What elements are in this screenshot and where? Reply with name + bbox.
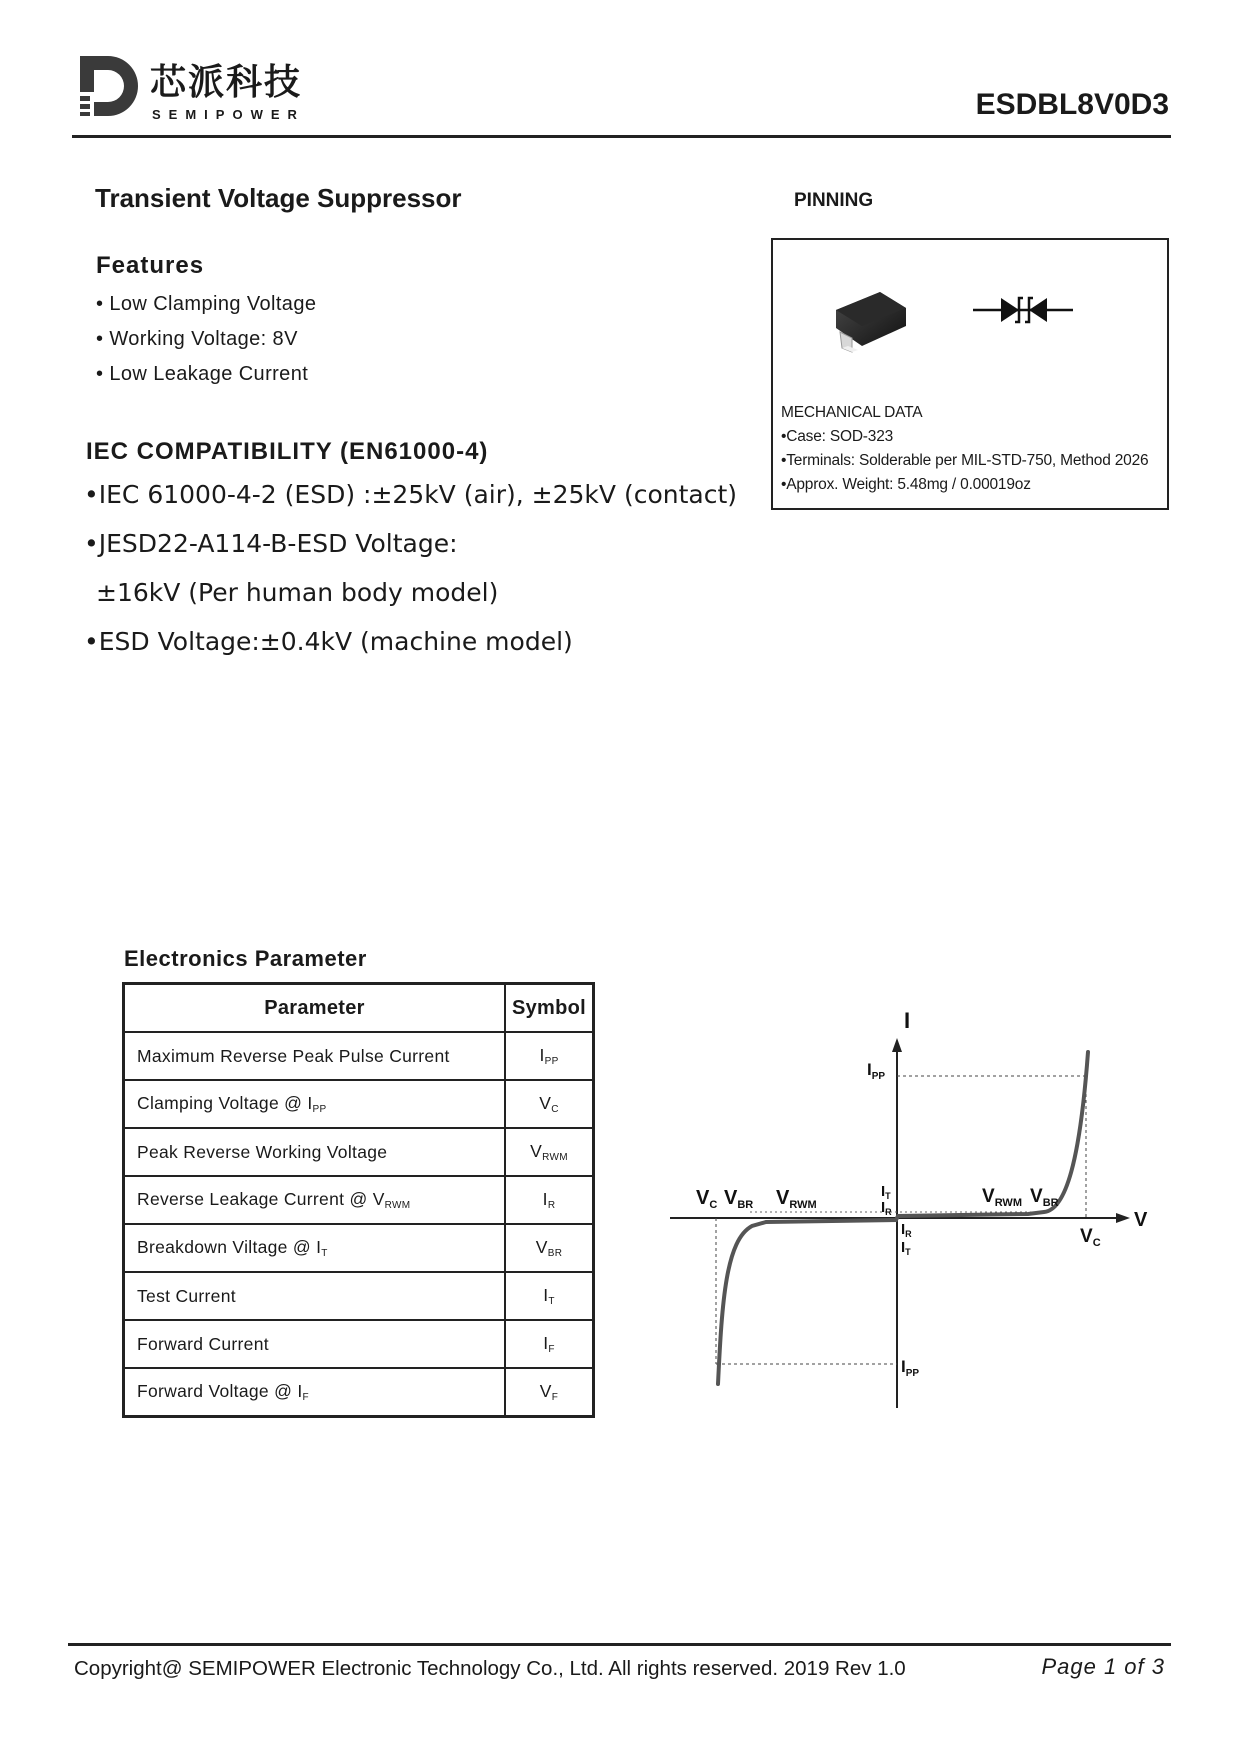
brand-name-english: SEMIPOWER [152,107,305,122]
brand-name-chinese: 芯派科技 [150,61,303,102]
mechanical-data-heading: MECHANICAL DATA [781,404,923,421]
iec-line: •JESD22-A114-B-ESD Voltage: [84,529,458,558]
feature-item: • Low Clamping Voltage [96,293,317,315]
v-axis-arrow-icon [1116,1213,1130,1223]
ipp-negative-label: $I_{PP}$ [901,1357,920,1379]
bidirectional-tvs-diode-symbol-icon [973,292,1073,328]
features-heading: Features [96,252,205,279]
pinning-box [771,238,1169,510]
sod323-package-icon [828,282,910,358]
i-axis-label: I [904,1008,911,1033]
table-row [124,1368,594,1417]
semipower-logo-icon [72,52,140,120]
it-negative-label: $I_T$ [901,1239,911,1257]
iec-compatibility-heading: IEC COMPATIBILITY (EN61000-4) [86,438,489,465]
table-row [124,1032,594,1080]
i-axis-arrow-icon [892,1038,902,1052]
parameter-name: Forward Current [124,1320,506,1368]
table-row [124,1128,594,1176]
mechanical-data-line: •Approx. Weight: 5.48mg / 0.00019oz [781,476,1031,493]
parameter-name: Forward Voltage @ $I_F$ [124,1368,506,1417]
parameter-symbol: $I_R$ [505,1176,594,1224]
ir-negative-label: $I_R$ [901,1221,912,1239]
parameter-symbol: $V_C$ [505,1080,594,1128]
vbr-negative-label: $V_{BR}$ [724,1187,754,1211]
vbr-positive-label: $V_{BR}$ [1030,1186,1059,1209]
parameter-name: Reverse Leakage Current @ $V_{RWM}$ [124,1176,506,1224]
parameter-symbol: $I_F$ [505,1320,594,1368]
parameter-name: Peak Reverse Working Voltage [124,1128,506,1176]
table-row [124,1272,594,1320]
header-divider [72,135,1171,138]
parameter-name: Test Current [124,1272,506,1320]
vrwm-positive-label: $V_{RWM}$ [982,1186,1022,1209]
feature-item: • Low Leakage Current [96,363,309,385]
vrwm-negative-label: $V_{RWM}$ [776,1187,817,1211]
part-number: ESDBL8V0D3 [975,88,1169,121]
table-row [124,1176,594,1224]
iec-line: ±16kV (Per human body model) [96,578,499,607]
parameter-name: Breakdown Viltage @ $I_T$ [124,1224,506,1272]
page-number: Page 1 of 3 [1041,1654,1165,1679]
ipp-label: $I_{PP}$ [867,1060,886,1082]
footer-divider [68,1643,1171,1646]
parameter-table [122,982,595,1418]
parameter-symbol: $I_{PP}$ [505,1032,594,1080]
column-header-parameter: Parameter [124,984,506,1033]
feature-item: • Working Voltage: 8V [96,328,298,350]
v-axis-label: V [1134,1209,1148,1231]
copyright-notice: Copyright@ SEMIPOWER Electronic Technology Co., Ltd. All rights reserved. 2019 Rev 1.0 [74,1657,906,1680]
electronics-parameter-heading: Electronics Parameter [124,946,367,971]
parameter-name: Clamping Voltage @ $I_{PP}$ [124,1080,506,1128]
ir-label: $I_R$ [881,1199,892,1217]
mechanical-data-line: •Case: SOD-323 [781,428,894,445]
vc-negative-label: $V_C$ [696,1187,718,1211]
vc-positive-label: $V_C$ [1080,1226,1101,1249]
pinning-heading: PINNING [794,190,874,211]
table-row [124,1080,594,1128]
parameter-symbol: $V_{RWM}$ [505,1128,594,1176]
column-header-symbol: Symbol [505,984,594,1033]
iv-characteristic-diagram [660,1000,1180,1420]
table-header-row [124,984,594,1033]
parameter-symbol: $I_T$ [505,1272,594,1320]
mechanical-data-line: •Terminals: Solderable per MIL-STD-750, Method 2026 [781,452,1149,469]
it-label: $I_T$ [881,1183,891,1201]
parameter-symbol: $V_{BR}$ [505,1224,594,1272]
iec-line: •ESD Voltage:±0.4kV (machine model) [84,627,573,656]
table-row [124,1320,594,1368]
table-row [124,1224,594,1272]
parameter-symbol: $V_F$ [505,1368,594,1417]
document-title: Transient Voltage Suppressor [95,183,462,213]
iec-line: •IEC 61000-4-2 (ESD) :±25kV (air), ±25kV (contact) [84,480,738,509]
parameter-name: Maximum Reverse Peak Pulse Current [124,1032,506,1080]
